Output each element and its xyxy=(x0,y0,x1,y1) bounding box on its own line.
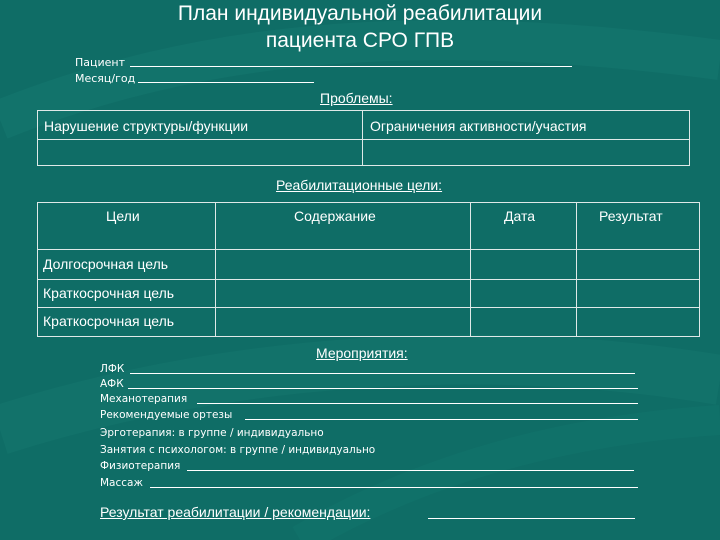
goals-col-divider-2 xyxy=(470,203,471,336)
month-field-line xyxy=(138,82,314,83)
measure-massage: Массаж xyxy=(100,477,143,489)
measure-massage-line xyxy=(150,487,638,488)
measure-orthoses: Рекомендуемые ортезы xyxy=(100,409,233,421)
goals-header-date: Дата xyxy=(504,208,536,224)
goals-header-result: Результат xyxy=(599,208,663,224)
month-label: Месяц/год xyxy=(75,72,136,85)
problems-col2-header: Ограничения активности/участия xyxy=(370,118,587,134)
goals-row-divider-1 xyxy=(38,249,699,250)
measure-lfk-line xyxy=(130,373,635,374)
goals-col-divider-1 xyxy=(215,203,216,336)
goals-header-goals: Цели xyxy=(106,208,140,224)
goals-row-long-term: Долгосрочная цель xyxy=(43,256,169,272)
problems-table xyxy=(37,110,690,166)
patient-field-line xyxy=(130,66,572,67)
problems-col-divider xyxy=(362,111,363,165)
goals-header-content: Содержание xyxy=(294,208,376,224)
patient-label: Пациент xyxy=(75,56,126,69)
result-field-line xyxy=(428,518,635,519)
measure-afk: АФК xyxy=(100,378,124,390)
goals-row-short-term-2: Краткосрочная цель xyxy=(43,313,175,329)
page-title xyxy=(0,0,720,54)
measure-psychologist: Занятия с психологом: в группе / индивидуально xyxy=(100,444,376,456)
result-label: Результат реабилитации / рекомендации: xyxy=(100,504,371,520)
measure-mechanotherapy: Механотерапия xyxy=(100,393,188,405)
goals-heading: Реабилитационные цели: xyxy=(276,177,443,193)
goals-row-short-term-1: Краткосрочная цель xyxy=(43,285,175,301)
goals-table xyxy=(37,202,700,337)
goals-col-divider-3 xyxy=(576,203,577,336)
title-line-1: План индивидуальной реабилитации xyxy=(177,2,543,25)
measure-ergotherapy: Эрготерапия: в группе / индивидуально xyxy=(100,427,324,439)
measure-physiotherapy-line xyxy=(187,470,634,471)
measure-mechanotherapy-line xyxy=(197,403,638,404)
problems-col1-header: Нарушение структуры/функции xyxy=(44,118,249,134)
measure-physiotherapy: Физиотерапия xyxy=(100,460,181,472)
measure-lfk: ЛФК xyxy=(100,363,125,375)
measures-heading: Мероприятия: xyxy=(316,345,408,361)
goals-row-divider-3 xyxy=(38,307,699,308)
measure-afk-line xyxy=(128,388,638,389)
title-line-2: пациента СРО ГПВ xyxy=(265,29,455,52)
measure-orthoses-line xyxy=(245,419,638,420)
problems-heading: Проблемы: xyxy=(320,90,393,106)
problems-row-divider xyxy=(38,139,689,140)
goals-row-divider-2 xyxy=(38,279,699,280)
